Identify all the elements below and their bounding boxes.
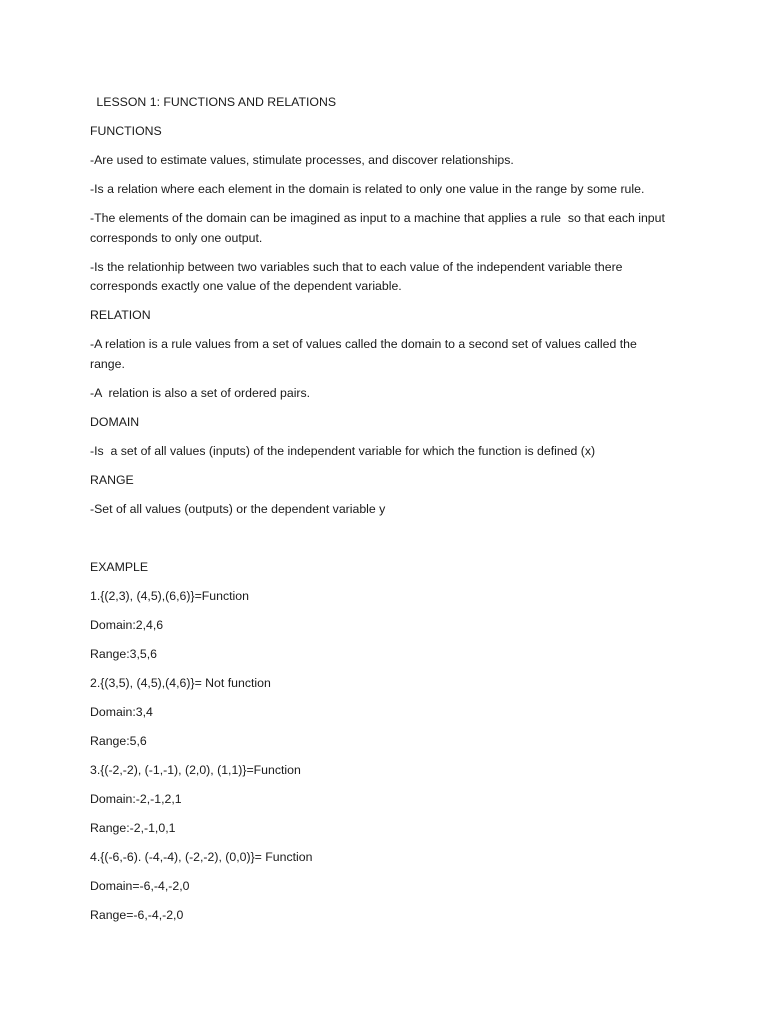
example-range: Range:5,6 xyxy=(90,733,147,748)
example-domain: Domain:3,4 xyxy=(90,704,153,719)
example-domain: Domain:-2,-1,2,1 xyxy=(90,791,182,806)
example-domain: Domain=-6,-4,-2,0 xyxy=(90,878,190,893)
functions-point: -Is a relation where each element in the domain is related to only one value in the range by some rule. xyxy=(90,182,645,196)
relation-point: -A relation is also a set of ordered pairs. xyxy=(90,385,311,400)
domain-point: -Is a set of all values (inputs) of the independent variable for which the function is defined (x) xyxy=(90,443,596,458)
example-range: Range=-6,-4,-2,0 xyxy=(90,907,184,922)
example-set: 1.{(2,3), (4,5),(6,6)}=Function xyxy=(90,588,249,603)
relation-point: -A relation is a rule values from a set of values called the domain to a second set of values called the range. xyxy=(90,337,641,371)
functions-point: -Is the relationhip between two variables such that to each value of the independent variable there corresponds exactly one value of the dependent variable. xyxy=(90,259,626,293)
example-set: 3.{(-2,-2), (-1,-1), (2,0), (1,1)}=Function xyxy=(90,762,301,777)
functions-point: -Are used to estimate values, stimulate processes, and discover relationships. xyxy=(90,153,514,167)
relation-heading: RELATION xyxy=(90,308,151,322)
lesson-title: LESSON 1: FUNCTIONS AND RELATIONS xyxy=(93,95,337,109)
functions-heading: FUNCTIONS xyxy=(90,124,162,138)
document-body xyxy=(90,93,670,935)
domain-heading: DOMAIN xyxy=(90,414,140,429)
example-heading: EXAMPLE xyxy=(90,559,149,574)
functions-point: -The elements of the domain can be imagined as input to a machine that applies a rule so that each input corresponds to only one output. xyxy=(90,211,669,245)
example-set: 4.{(-6,-6). (-4,-4), (-2,-2), (0,0)}= Function xyxy=(90,849,313,864)
blank-line xyxy=(90,529,670,549)
range-point: -Set of all values (outputs) or the dependent variable y xyxy=(90,501,386,516)
range-heading: RANGE xyxy=(90,472,134,487)
example-range: Range:-2,-1,0,1 xyxy=(90,820,176,835)
example-set: 2.{(3,5), (4,5),(4,6)}= Not function xyxy=(90,675,271,690)
example-domain: Domain:2,4,6 xyxy=(90,617,164,632)
example-range: Range:3,5,6 xyxy=(90,646,158,661)
